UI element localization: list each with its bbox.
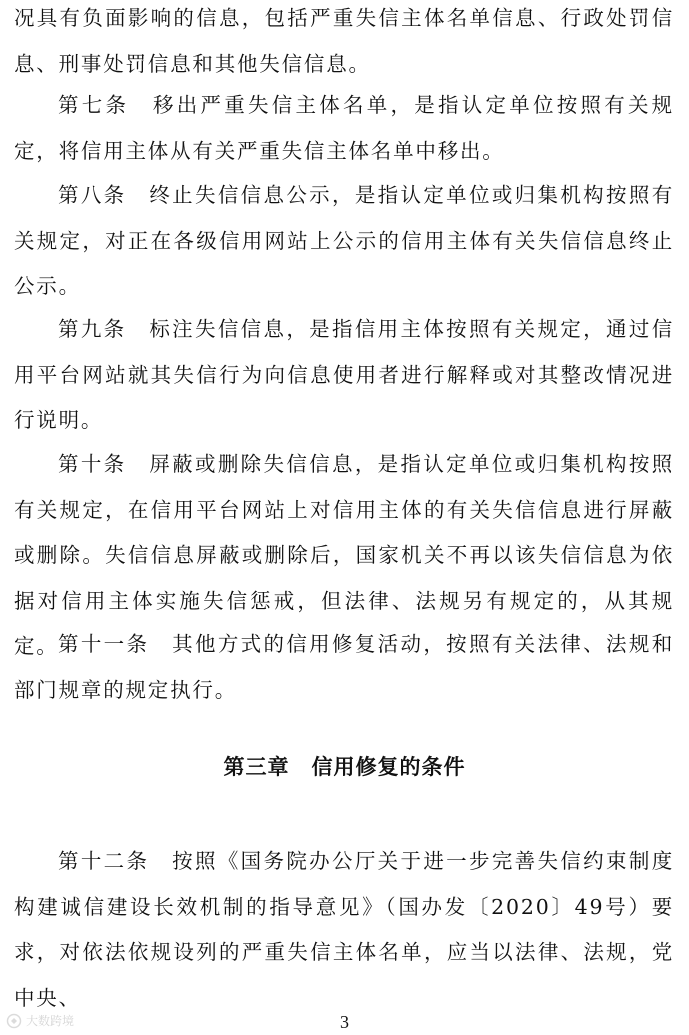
article-8: 第八条 终止失信信息公示，是指认定单位或归集机构按照有关规定，对正在各级信用网站上公示的信用主体有关失信信息终止公示。: [14, 183, 674, 298]
chapter-title: 信用修复的条件: [311, 755, 466, 779]
article-7: 第七条 移出严重失信主体名单，是指认定单位按照有关规定，将信用主体从有关严重失信主体名单中移出。: [14, 93, 674, 163]
article-10: 第十条 屏蔽或删除失信信息，是指认定单位或归集机构按照有关规定，在信用平台网站上对信用主体的有关失信信息进行屏蔽或删除。失信信息屏蔽或删除后，国家机关不再以该失信信息为依据对信用主体实施失信惩戒，但法律、法规另有规定的，从其规定。: [14, 452, 674, 658]
page-number: 3: [340, 1012, 349, 1032]
chapter-heading: [0, 752, 689, 782]
chapter-number: 第三章: [223, 755, 290, 779]
article-11: 第十一条 其他方式的信用修复活动，按照有关法律、法规和部门规章的规定执行。: [14, 632, 674, 702]
watermark-text: 大数跨境: [26, 1014, 75, 1028]
paragraph-continued: 况具有负面影响的信息，包括严重失信主体名单信息、行政处罚信息、刑事处罚信息和其他失信信息。: [14, 6, 674, 76]
article-12: 第十二条 按照《国务院办公厅关于进一步完善失信约束制度构建诚信建设长效机制的指导意见》（国办发〔2020〕49号）要求，对依法依规设列的严重失信主体名单，应当以法律、法规，党中央、: [14, 849, 674, 1010]
article-9: 第九条 标注失信信息，是指信用主体按照有关规定，通过信用平台网站就其失信行为向信息使用者进行解释或对其整改情况进行说明。: [14, 317, 674, 432]
